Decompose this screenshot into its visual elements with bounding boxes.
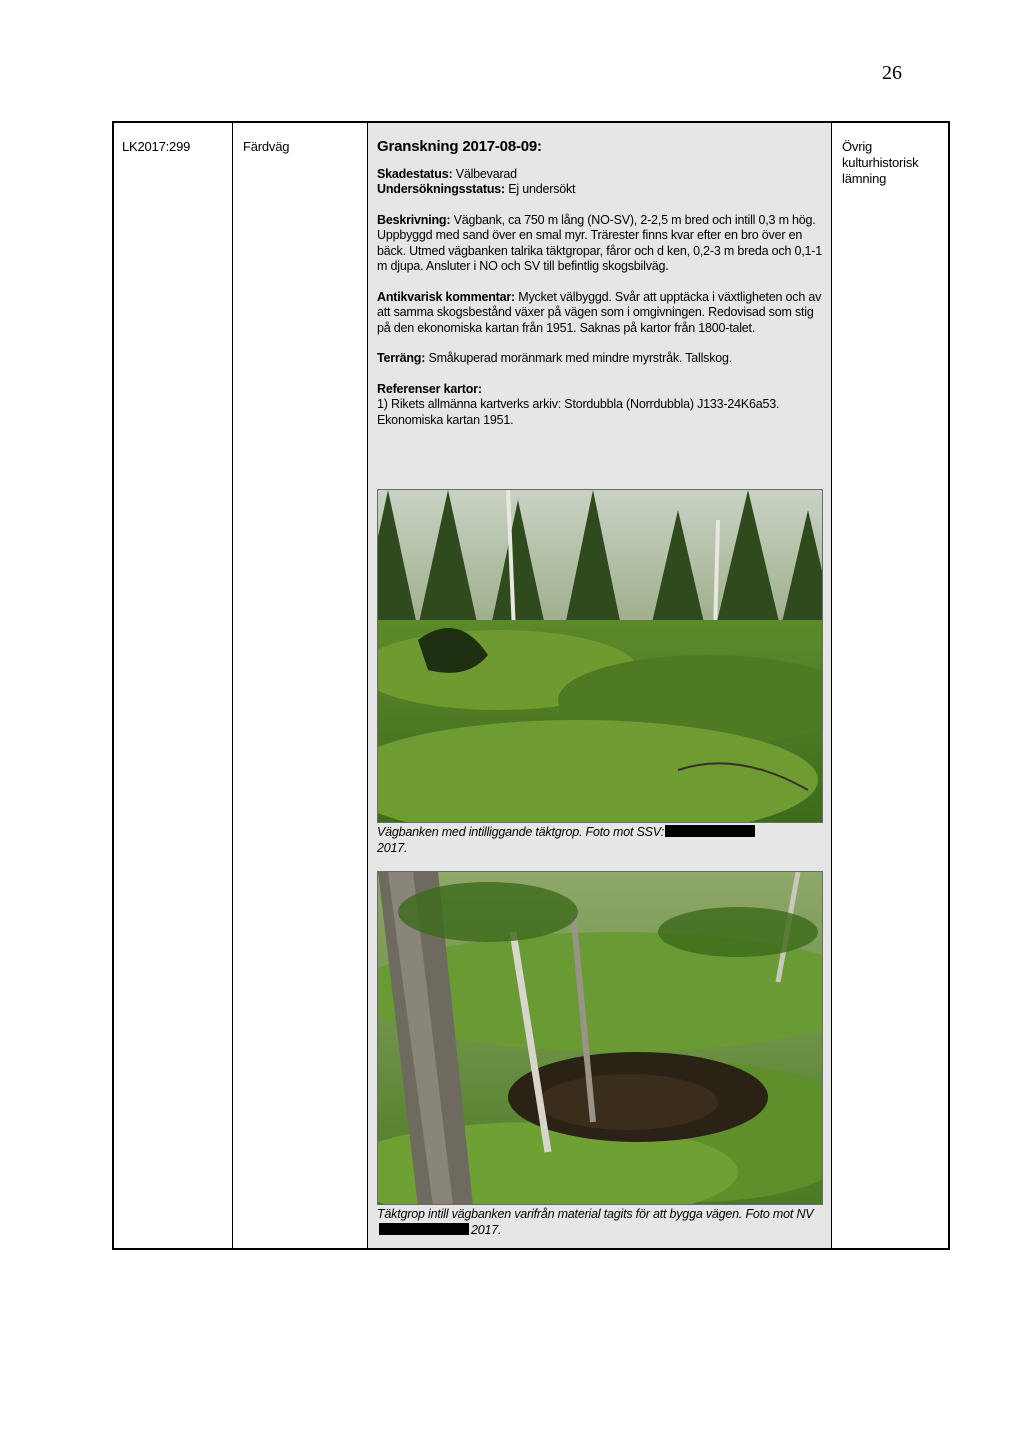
terrain-paragraph: [377, 351, 823, 367]
map-references-text: 1) Rikets allmänna kartverks arkiv: Stordubbla (Norrdubbla) J133-24K6a53. Ekonomiska kartan 1951.: [377, 397, 780, 427]
antiquarian-comment-text: Mycket välbyggd. Svår att upptäcka i växtligheten och av att samma skogsbestånd växer på vägen som i omgivningen. Redovisad som stig på den ekonomiska kartan från 1951. Saknas på kartor från 1800-talet.: [377, 289, 822, 335]
terrain-text: Småkuperad moränmark med mindre myrstråk. Tallskog.: [425, 351, 733, 365]
description-cell: [368, 123, 832, 1248]
investigation-status-label: Undersökningsstatus:: [377, 182, 505, 196]
record-type: Färdväg: [243, 139, 290, 154]
terrain-label: Terräng:: [377, 351, 426, 365]
page-number: 26: [882, 62, 902, 84]
investigation-status-value: Ej undersökt: [504, 182, 576, 196]
type-cell: [233, 123, 368, 1248]
description-paragraph: [377, 213, 823, 275]
forest-road-image: [378, 490, 823, 823]
redaction-bar: [379, 1223, 469, 1235]
record-id: LK2017:299: [122, 139, 191, 154]
photo-caption-1-text: Vägbanken med intilliggande täktgrop. Foto mot SSV:: [377, 825, 664, 839]
status-block: [377, 167, 823, 198]
damage-status-label: Skadestatus:: [377, 166, 453, 181]
forest-road-photo: [377, 489, 823, 823]
antiquarian-comment-label: Antikvarisk kommentar:: [377, 289, 516, 304]
id-cell: [114, 123, 233, 1248]
record-classification: Övrig kulturhistorisk lämning: [842, 139, 919, 186]
map-references-paragraph: [377, 382, 823, 429]
record-table: [112, 121, 950, 1250]
description-label: Beskrivning:: [377, 212, 451, 227]
damage-status-value: Välbevarad: [452, 166, 517, 181]
photo-caption-2: [377, 1207, 823, 1238]
description-text: Vägbank, ca 750 m lång (NO-SV), 2-2,5 m bred och intill 0,3 m hög. Uppbyggd med sand över en smal myr. Trärester finns kvar efter en bro över en bäck. Utmed vägbanken talrika täktgropar, fåror och d ken, 0,2-3 m breda och 0,1-1 m djupa. Ansluter i NO och SV till befintlig skogsbilväg.: [377, 212, 822, 273]
extraction-pit-photo: [377, 871, 823, 1205]
map-references-label: Referenser kartor:: [377, 381, 482, 396]
classification-cell: [832, 123, 948, 1248]
photo-caption-2-year: 2017.: [471, 1222, 502, 1237]
description-content: [377, 139, 823, 443]
inspection-heading: Granskning 2017-08-09:: [377, 138, 542, 155]
photo-caption-1: [377, 825, 823, 856]
photo-caption-2-text: Täktgrop intill vägbanken varifrån material tagits för att bygga vägen. Foto mot NV: [377, 1207, 814, 1221]
photo-caption-1-year: 2017.: [377, 840, 408, 855]
redaction-bar: [665, 825, 755, 837]
extraction-pit-image: [378, 872, 823, 1205]
antiquarian-comment-paragraph: [377, 290, 823, 337]
